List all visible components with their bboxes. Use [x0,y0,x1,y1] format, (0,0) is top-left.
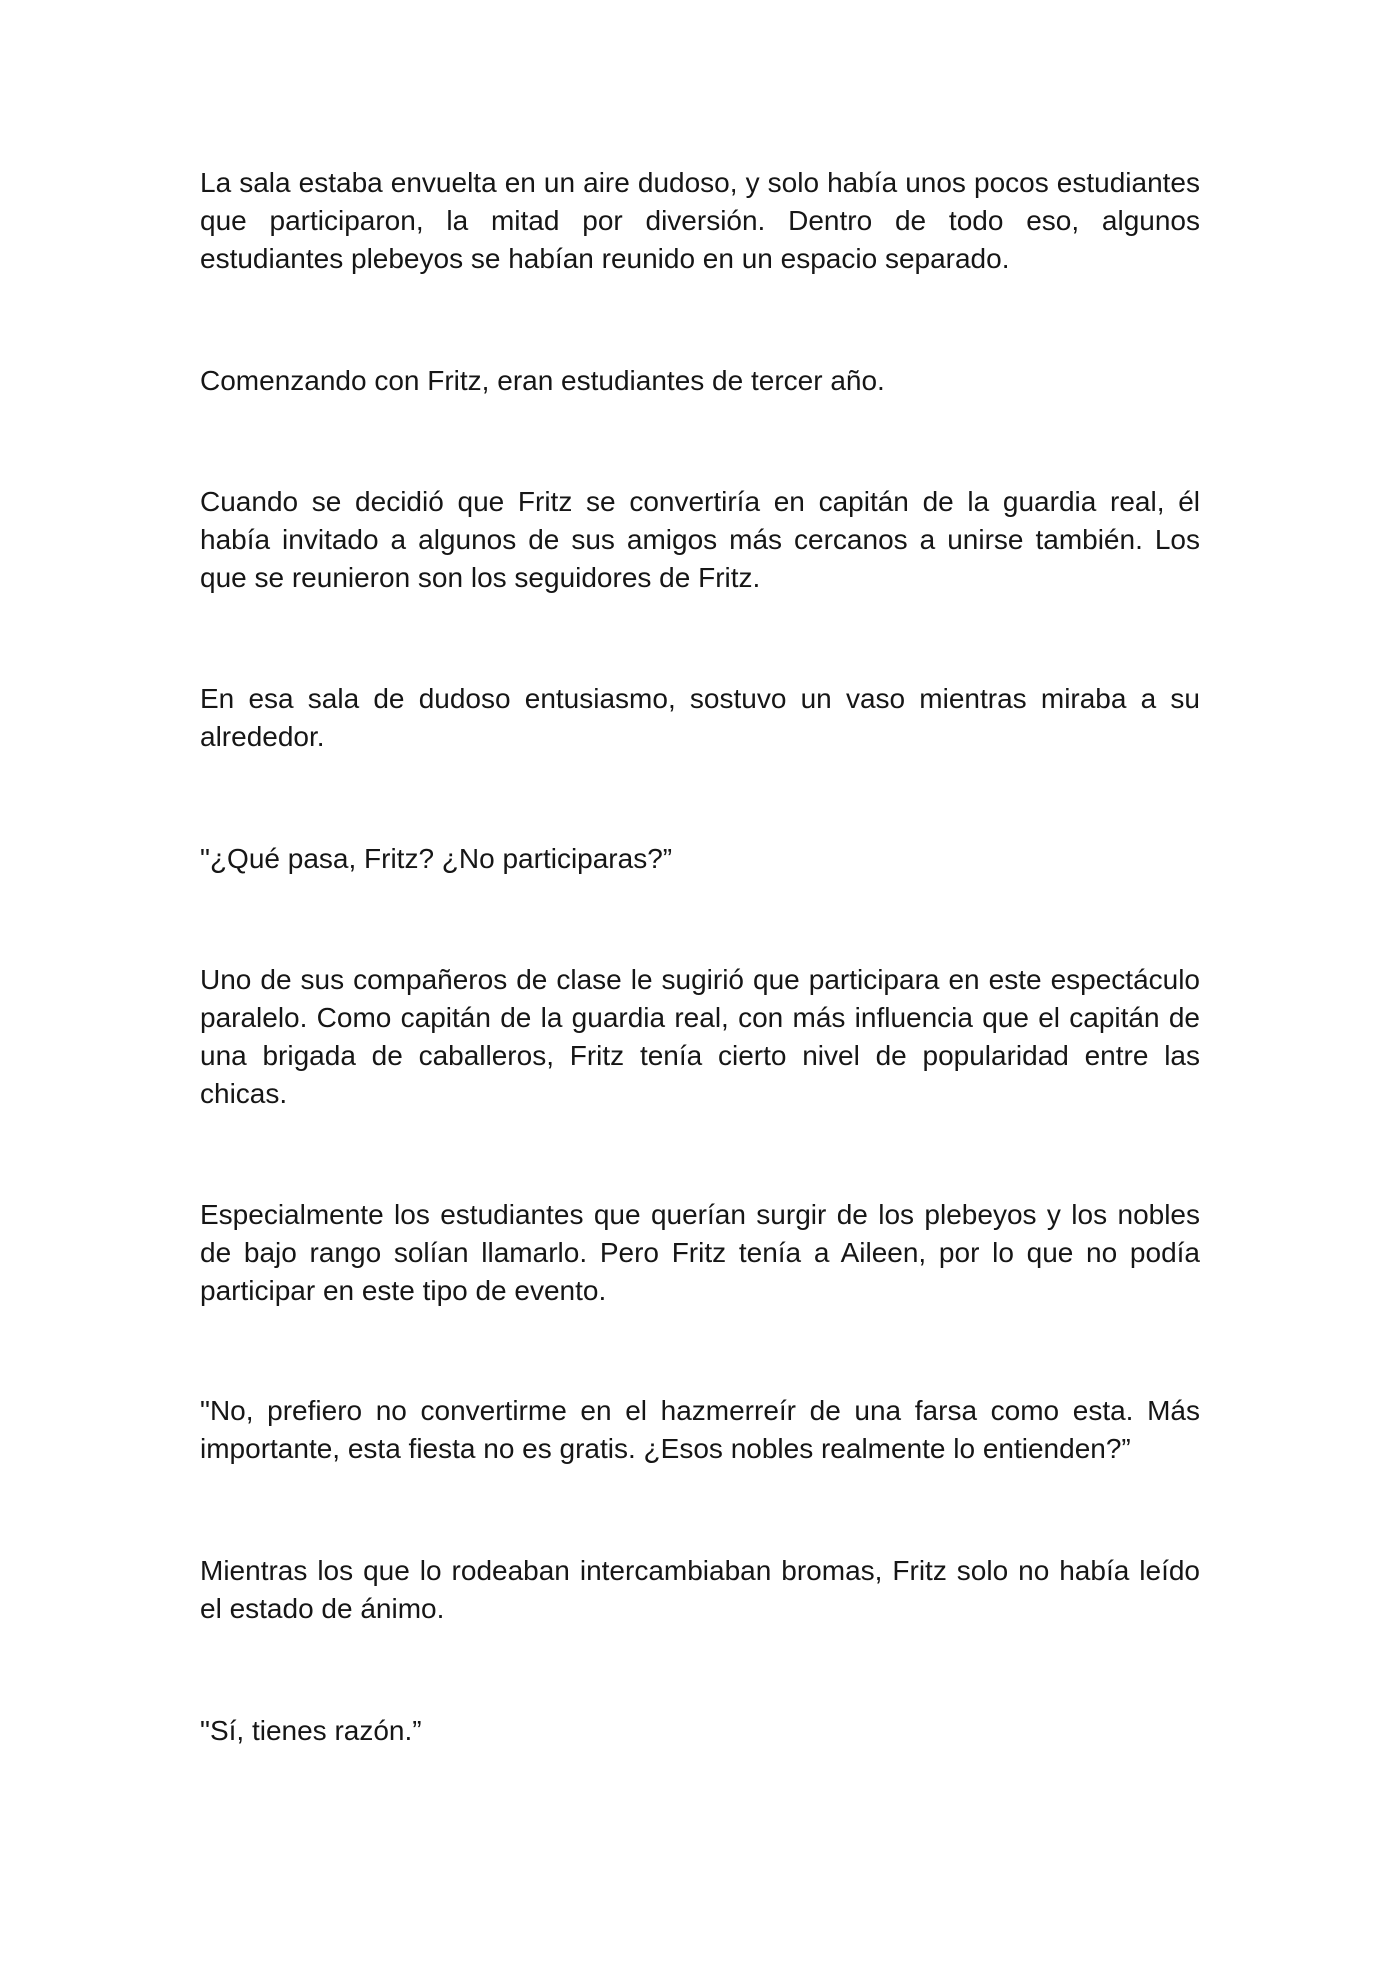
paragraph: En esa sala de dudoso entusiasmo, sostuvo un vaso mientras miraba a su alrededor. [200,683,1200,752]
paragraph: Uno de sus compañeros de clase le sugirió que participara en este espectáculo paralelo. Como capitán de la guardia real, con más influencia que el capitán de una brigada de caballeros, Fritz tenía cierto nivel de popularidad entre las chicas. [200,964,1200,1109]
dialogue-line: "No, prefiero no convertirme en el hazmerreír de una farsa como esta. Más importante, esta fiesta no es gratis. ¿Esos nobles realmente lo entienden?” [200,1395,1200,1464]
paragraph: Mientras los que lo rodeaban intercambiaban bromas, Fritz solo no había leído el estado de ánimo. [200,1555,1200,1624]
paragraph: Especialmente los estudiantes que querían surgir de los plebeyos y los nobles de bajo rango solían llamarlo. Pero Fritz tenía a Aileen, por lo que no podía participar en este tipo de evento. [200,1199,1200,1306]
paragraph: La sala estaba envuelta en un aire dudoso, y solo había unos pocos estudiantes que participaron, la mitad por diversión. Dentro de todo eso, algunos estudiantes plebeyos se habían reunido en un espacio separado. [200,167,1200,274]
paragraph: Comenzando con Fritz, eran estudiantes de tercer año. [200,365,885,396]
dialogue-line: "¿Qué pasa, Fritz? ¿No participaras?” [200,843,673,874]
paragraph: Cuando se decidió que Fritz se convertiría en capitán de la guardia real, él había invitado a algunos de sus amigos más cercanos a unirse también. Los que se reunieron son los seguidores de Fritz. [200,486,1200,593]
dialogue-line: "Sí, tienes razón.” [200,1715,422,1746]
